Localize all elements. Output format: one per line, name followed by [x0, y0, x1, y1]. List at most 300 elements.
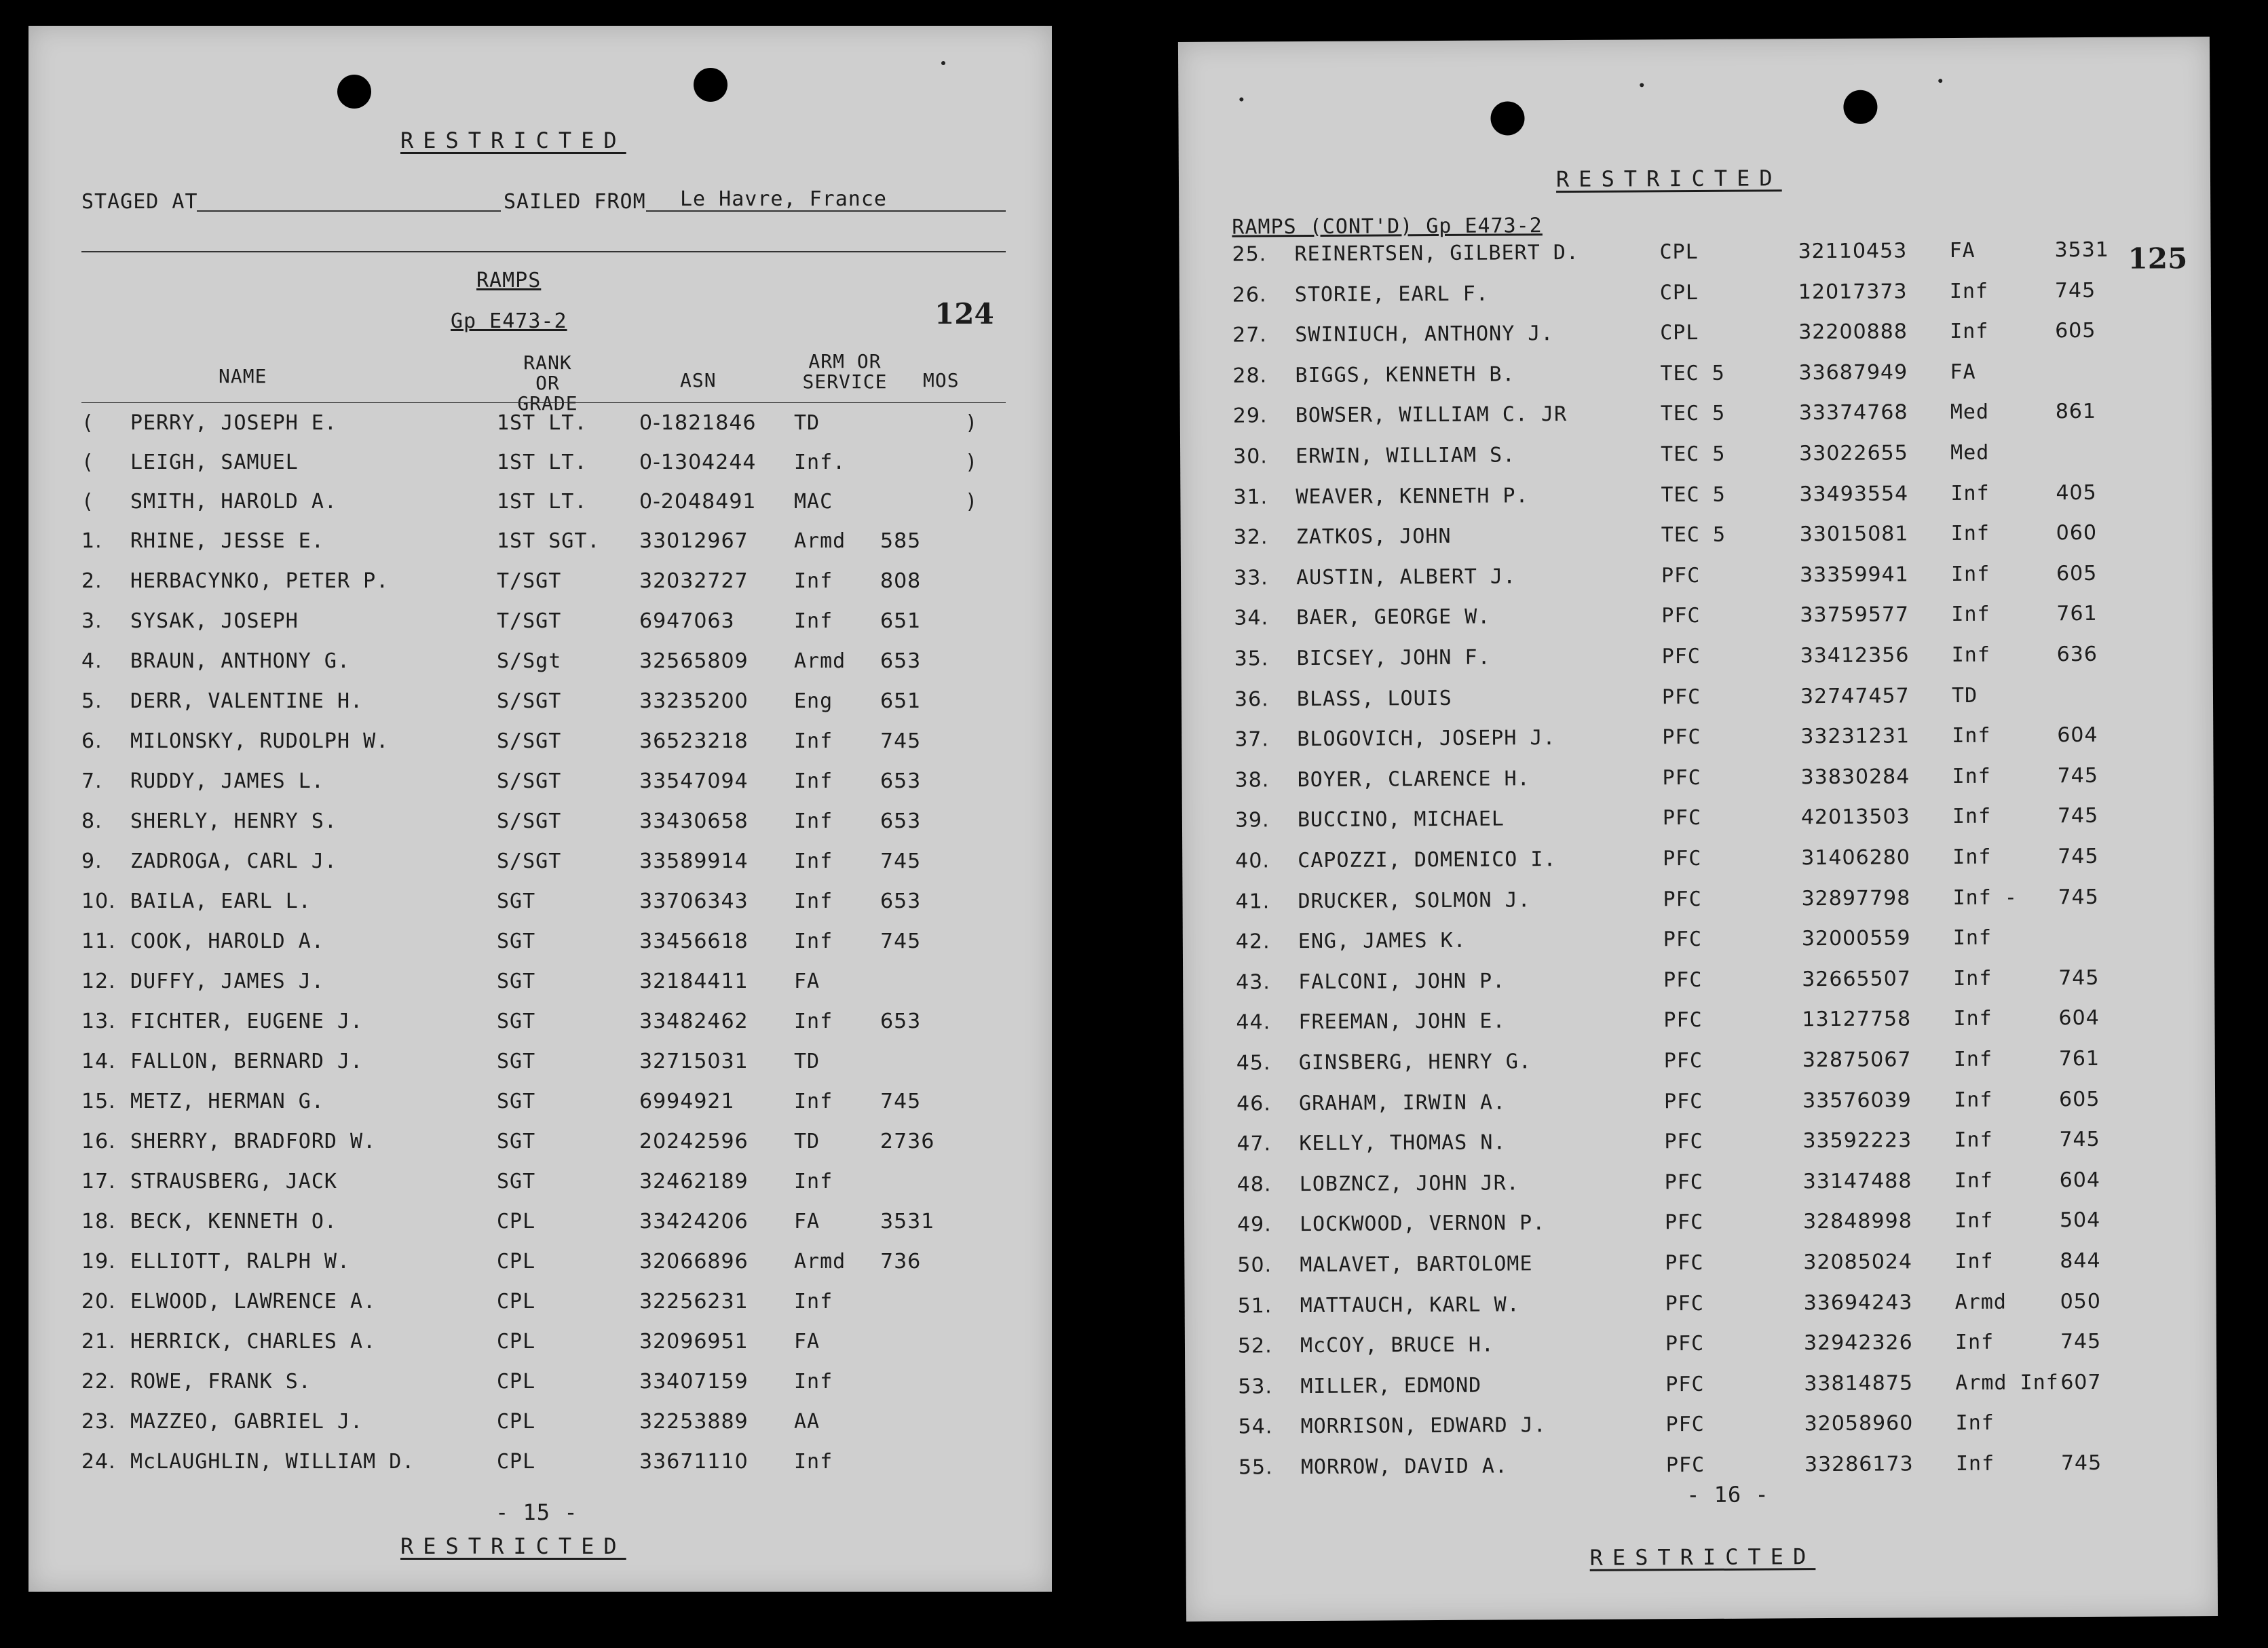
- asn-cell: 33456618: [639, 930, 749, 953]
- table-row: [29, 1090, 1052, 1119]
- arm-cell: Armd: [1954, 1290, 2007, 1314]
- name-cell: SHERRY, BRADFORD W.: [130, 1130, 377, 1153]
- rank-cell: CPL: [497, 1410, 536, 1434]
- arm-cell: Inf: [794, 1010, 833, 1033]
- table-row: [1182, 683, 2213, 718]
- row-number: 37.: [1234, 727, 1270, 752]
- row-number: 51.: [1237, 1293, 1272, 1318]
- mos-cell: 745: [2058, 844, 2099, 869]
- row-number: 42.: [1235, 930, 1270, 954]
- table-row: [1186, 1451, 2217, 1486]
- rank-cell: T/SGT: [497, 609, 562, 633]
- arm-cell: Med: [1950, 400, 1990, 425]
- row-number: 29.: [1232, 404, 1268, 428]
- staged-at-label: STAGED AT: [81, 190, 198, 214]
- group-label: Gp E473-2: [451, 309, 567, 333]
- rank-cell: PFC: [1663, 927, 1703, 952]
- name-cell: SWINIUCH, ANTHONY J.: [1295, 322, 1554, 347]
- speck: [1640, 83, 1644, 87]
- asn-cell: 6994921: [639, 1090, 735, 1113]
- table-row: [29, 609, 1052, 639]
- table-row: [1184, 1248, 2216, 1284]
- row-number: 52.: [1237, 1334, 1272, 1358]
- mos-cell: 060: [2056, 521, 2098, 545]
- name-cell: BECK, KENNETH O.: [130, 1210, 337, 1233]
- table-row: [1185, 1370, 2216, 1405]
- mos-cell: 585: [880, 529, 922, 553]
- rank-cell: PFC: [1662, 765, 1701, 790]
- mos-cell: 651: [880, 689, 922, 713]
- arm-cell: Inf: [1950, 481, 1990, 505]
- table-row: [1182, 803, 2214, 839]
- rank-cell: T/SGT: [497, 569, 562, 593]
- table-row: [29, 1370, 1052, 1400]
- mos-cell: 745: [2057, 804, 2099, 828]
- row-number: 17.: [81, 1170, 116, 1193]
- row-number: 26.: [1232, 282, 1267, 307]
- table-row: [1179, 359, 2211, 394]
- arm-cell: Med: [1950, 440, 1990, 465]
- arm-cell: Inf: [1954, 1249, 1994, 1274]
- arm-cell: Inf: [794, 1090, 833, 1113]
- row-number: 48.: [1236, 1172, 1272, 1197]
- asn-cell: 33015081: [1799, 522, 1909, 547]
- asn-cell: 32085024: [1803, 1250, 1913, 1275]
- footer-page-number: - 16 -: [1686, 1481, 1769, 1508]
- row-number: 30.: [1233, 444, 1268, 469]
- table-row: [1179, 318, 2211, 353]
- arm-cell: Inf: [1953, 966, 1992, 991]
- mos-cell: 745: [2054, 278, 2096, 303]
- row-number: 35.: [1234, 647, 1269, 671]
- asn-cell: 33493554: [1799, 481, 1909, 506]
- page-stamp: 124: [934, 297, 994, 330]
- name-cell: RHINE, JESSE E.: [130, 529, 324, 553]
- table-row: [29, 529, 1052, 559]
- sailed-from-label: SAILED FROM: [504, 190, 646, 214]
- table-row: [1184, 1046, 2215, 1081]
- table-row: [29, 1210, 1052, 1240]
- arm-cell: Inf: [1954, 1209, 1994, 1233]
- mos-cell: 653: [880, 769, 922, 793]
- row-number: 34.: [1234, 606, 1269, 630]
- arm-cell: Inf: [1952, 764, 1991, 788]
- arm-cell: Armd: [794, 649, 846, 673]
- mos-cell: 604: [2057, 723, 2098, 748]
- asn-cell: 32253889: [639, 1410, 749, 1434]
- arm-cell: Inf: [1950, 562, 1990, 586]
- row-number: 50.: [1237, 1253, 1272, 1278]
- row-number: 7.: [81, 769, 102, 793]
- arm-cell: Inf: [1949, 279, 1989, 303]
- table-row: [1179, 237, 2210, 273]
- arm-cell: Inf: [794, 769, 833, 793]
- table-row: [1182, 885, 2214, 920]
- rank-cell: SGT: [497, 1170, 536, 1193]
- mos-cell: 653: [880, 809, 922, 833]
- mos-cell: 607: [2060, 1370, 2102, 1395]
- asn-cell: 6947063: [639, 609, 735, 633]
- section-title: RAMPS: [476, 269, 542, 292]
- table-row: [29, 569, 1052, 599]
- mos-cell: 861: [2055, 400, 2097, 424]
- name-cell: MATTAUCH, KARL W.: [1300, 1292, 1520, 1318]
- row-number: 38.: [1234, 768, 1270, 792]
- asn-cell: 32875067: [1802, 1048, 1912, 1073]
- rank-cell: S/SGT: [497, 849, 562, 873]
- asn-cell: 33592223: [1802, 1128, 1912, 1153]
- rank-cell: PFC: [1661, 685, 1701, 709]
- name-cell: MILONSKY, RUDOLPH W.: [130, 729, 390, 753]
- rank-cell: PFC: [1665, 1332, 1705, 1356]
- asn-cell: 33814875: [1804, 1371, 1914, 1396]
- row-number: 43.: [1236, 970, 1270, 995]
- paren-close: ): [965, 451, 979, 474]
- rank-cell: CPL: [1659, 239, 1699, 265]
- arm-cell: Inf: [794, 1370, 833, 1394]
- mos-cell: 050: [2060, 1289, 2102, 1314]
- row-number: 27.: [1232, 323, 1267, 347]
- asn-cell: 33147488: [1802, 1169, 1912, 1193]
- arm-cell: FA: [1949, 238, 1976, 263]
- asn-cell: 36523218: [639, 729, 749, 753]
- asn-cell: 33694243: [1803, 1290, 1913, 1315]
- table-row: [29, 849, 1052, 879]
- asn-cell: 33374768: [1798, 400, 1908, 425]
- name-cell: ROWE, FRANK S.: [130, 1370, 311, 1394]
- arm-cell: Inf: [1952, 925, 1992, 951]
- asn-cell: 33231231: [1800, 724, 1910, 749]
- officer-row: [29, 451, 1052, 480]
- speck: [1239, 97, 1243, 101]
- asn-cell: 32184411: [639, 970, 749, 993]
- name-cell: PERRY, JOSEPH E.: [130, 411, 337, 435]
- asn-cell: 0-1304244: [639, 451, 757, 474]
- name-cell: GRAHAM, IRWIN A.: [1299, 1090, 1507, 1115]
- mos-cell: 808: [880, 569, 922, 593]
- table-row: [1183, 1005, 2214, 1041]
- asn-cell: 32747457: [1800, 683, 1910, 708]
- rank-cell: TEC 5: [1661, 482, 1726, 507]
- name-cell: DRUCKER, SOLMON J.: [1298, 887, 1531, 913]
- table-row: [29, 689, 1052, 719]
- asn-cell: 33589914: [639, 849, 749, 873]
- footer-restricted: RESTRICTED: [400, 1533, 626, 1559]
- rank-cell: TEC 5: [1661, 522, 1726, 548]
- arm-cell: Inf: [794, 1290, 833, 1314]
- name-cell: SMITH, HAROLD A.: [130, 490, 337, 514]
- rank-cell: SGT: [497, 1130, 536, 1153]
- asn-cell: 32462189: [639, 1170, 749, 1193]
- table-row: [29, 1170, 1052, 1200]
- punch-hole: [1843, 90, 1877, 124]
- mos-cell: 604: [2059, 1168, 2101, 1193]
- mos-cell: 745: [880, 930, 922, 953]
- asn-cell: 32066896: [639, 1250, 749, 1273]
- mos-cell: 653: [880, 1010, 922, 1033]
- name-cell: McLAUGHLIN, WILLIAM D.: [130, 1450, 415, 1474]
- name-cell: ELLIOTT, RALPH W.: [130, 1250, 351, 1273]
- arm-cell: TD: [794, 1050, 820, 1073]
- asn-cell: 32848998: [1802, 1209, 1912, 1234]
- punch-hole: [1490, 101, 1524, 135]
- row-number: 44.: [1236, 1010, 1271, 1035]
- rank-cell: PFC: [1661, 563, 1701, 588]
- asn-cell: 0-1821846: [639, 411, 757, 435]
- table-row: [1184, 1127, 2215, 1162]
- row-number: 45.: [1236, 1051, 1271, 1075]
- name-cell: LOCKWOOD, VERNON P.: [1299, 1211, 1546, 1237]
- row-number: 22.: [81, 1370, 116, 1394]
- header-restricted: RESTRICTED: [1555, 165, 1782, 193]
- name-cell: FICHTER, EUGENE J.: [130, 1010, 364, 1033]
- header-restricted: RESTRICTED: [400, 128, 626, 153]
- asn-cell: 33482462: [639, 1010, 749, 1033]
- arm-cell: Inf: [1952, 845, 1992, 870]
- mos-cell: 504: [2059, 1208, 2101, 1233]
- table-row: [29, 1250, 1052, 1280]
- rank-cell: CPL: [1659, 280, 1699, 305]
- paren-open: (: [81, 451, 95, 474]
- asn-cell: 32942326: [1803, 1330, 1913, 1356]
- table-row: [1181, 520, 2212, 556]
- arm-cell: Eng: [794, 689, 833, 713]
- row-number: 28.: [1232, 364, 1268, 388]
- row-number: 23.: [81, 1410, 116, 1434]
- asn-cell: 32200888: [1798, 320, 1908, 345]
- table-row: [29, 1010, 1052, 1039]
- table-row: [1181, 601, 2212, 636]
- row-number: 18.: [81, 1210, 116, 1233]
- row-number: 15.: [81, 1090, 116, 1113]
- col-rank-header: RANK OR GRADE: [517, 351, 578, 415]
- paren-close: ): [965, 411, 979, 435]
- arm-cell: Inf: [794, 729, 833, 753]
- arm-cell: Inf: [1954, 1128, 1993, 1153]
- name-cell: SYSAK, JOSEPH: [130, 609, 299, 633]
- name-cell: STORIE, EARL F.: [1294, 282, 1489, 307]
- arm-cell: AA: [794, 1410, 820, 1434]
- mos-cell: 3531: [2054, 237, 2109, 263]
- row-number: 14.: [81, 1050, 116, 1073]
- row-number: 47.: [1236, 1132, 1272, 1156]
- rank-cell: PFC: [1662, 806, 1702, 830]
- asn-cell: 42013503: [1800, 805, 1910, 830]
- name-cell: FALLON, BERNARD J.: [130, 1050, 364, 1073]
- rank-cell: SGT: [497, 1010, 536, 1033]
- arm-cell: FA: [794, 1210, 820, 1233]
- col-asn-header: ASN: [680, 369, 717, 391]
- name-cell: RUDDY, JAMES L.: [130, 769, 324, 793]
- asn-cell: 0-2048491: [639, 490, 757, 514]
- rank-cell: PFC: [1665, 1413, 1705, 1437]
- asn-cell: 32715031: [639, 1050, 749, 1073]
- row-number: 46.: [1236, 1091, 1271, 1116]
- row-number: 49.: [1236, 1212, 1272, 1237]
- arm-cell: Inf: [1954, 1168, 1993, 1193]
- asn-cell: 32000559: [1801, 926, 1911, 951]
- name-cell: WEAVER, KENNETH P.: [1296, 483, 1529, 509]
- name-cell: STRAUSBERG, JACK: [130, 1170, 337, 1193]
- table-row: [29, 649, 1052, 679]
- name-cell: BLASS, LOUIS: [1296, 686, 1452, 711]
- asn-cell: 13127758: [1802, 1007, 1912, 1032]
- rank-cell: PFC: [1665, 1250, 1704, 1276]
- arm-cell: Inf: [1954, 1330, 1995, 1355]
- name-cell: ENG, JAMES K.: [1298, 928, 1467, 954]
- name-cell: BOWSER, WILLIAM C. JR: [1295, 402, 1568, 428]
- arm-cell: Inf: [1952, 805, 1992, 829]
- name-cell: SHERLY, HENRY S.: [130, 809, 337, 833]
- asn-cell: 33424206: [639, 1210, 749, 1233]
- mos-cell: 745: [2058, 885, 2099, 909]
- table-row: [29, 1050, 1052, 1079]
- name-cell: DUFFY, JAMES J.: [130, 970, 324, 993]
- asn-cell: 20242596: [639, 1130, 749, 1153]
- asn-cell: 32256231: [639, 1290, 749, 1314]
- table-row: [29, 809, 1052, 839]
- rank-cell: S/SGT: [497, 769, 562, 793]
- rank-cell: 1ST LT.: [497, 490, 588, 514]
- arm-cell: Inf: [794, 609, 833, 633]
- staged-at-blank: [197, 210, 501, 212]
- arm-cell: Inf: [1955, 1411, 1995, 1436]
- officer-row: [29, 411, 1052, 441]
- table-row: [29, 970, 1052, 999]
- asn-cell: 32058960: [1804, 1411, 1914, 1436]
- mos-cell: 605: [2056, 561, 2098, 586]
- name-cell: HERBACYNKO, PETER P.: [130, 569, 390, 593]
- rank-cell: CPL: [497, 1290, 536, 1314]
- table-row: [1180, 399, 2212, 434]
- asn-cell: 33286173: [1804, 1452, 1914, 1477]
- name-cell: MILLER, EDMOND: [1300, 1373, 1482, 1398]
- mos-cell: 605: [2055, 319, 2096, 343]
- name-cell: BLOGOVICH, JOSEPH J.: [1297, 726, 1556, 752]
- rank-cell: PFC: [1661, 604, 1701, 628]
- table-row: [29, 1450, 1052, 1480]
- arm-cell: Inf: [1953, 1007, 1992, 1031]
- rank-cell: CPL: [497, 1210, 536, 1233]
- name-cell: COOK, HAROLD A.: [130, 930, 324, 953]
- arm-cell: FA: [794, 970, 820, 993]
- rank-cell: CPL: [1660, 321, 1699, 345]
- arm-cell: Inf: [794, 930, 833, 953]
- rank-cell: PFC: [1663, 1048, 1703, 1073]
- table-row: [29, 769, 1052, 799]
- name-cell: BUCCINO, MICHAEL: [1297, 807, 1505, 832]
- row-number: 12.: [81, 970, 116, 993]
- row-number: 31.: [1233, 484, 1268, 510]
- table-row: [29, 1410, 1052, 1440]
- asn-cell: 33759577: [1800, 602, 1910, 628]
- name-cell: BIGGS, KENNETH B.: [1295, 362, 1515, 387]
- arm-cell: MAC: [794, 490, 833, 514]
- row-number: 53.: [1238, 1375, 1273, 1399]
- rank-cell: SGT: [497, 930, 536, 953]
- asn-cell: 33430658: [639, 809, 749, 833]
- table-row: [1182, 723, 2213, 758]
- table-row: [1182, 844, 2214, 879]
- rank-cell: CPL: [497, 1450, 536, 1474]
- rank-cell: TEC 5: [1661, 442, 1726, 467]
- row-number: 41.: [1235, 889, 1270, 914]
- asn-cell: 33576039: [1802, 1088, 1912, 1113]
- name-cell: LOBZNCZ, JOHN JR.: [1299, 1171, 1519, 1196]
- row-number: 20.: [81, 1290, 116, 1314]
- arm-cell: FA: [1950, 360, 1976, 384]
- asn-cell: 33407159: [639, 1370, 749, 1394]
- table-row: [29, 1330, 1052, 1360]
- footer-page-number: - 15 -: [495, 1499, 578, 1525]
- arm-cell: Inf.: [794, 451, 846, 474]
- name-cell: FALCONI, JOHN P.: [1298, 969, 1506, 994]
- name-cell: HERRICK, CHARLES A.: [130, 1330, 377, 1354]
- row-number: 13.: [81, 1010, 116, 1033]
- asn-cell: 12017373: [1798, 279, 1908, 304]
- rank-cell: S/SGT: [497, 809, 562, 833]
- mos-cell: 745: [880, 729, 922, 753]
- mos-cell: 745: [2060, 1451, 2102, 1476]
- asn-cell: 33830284: [1800, 765, 1910, 790]
- rank-cell: PFC: [1665, 1372, 1705, 1397]
- name-cell: MAZZEO, GABRIEL J.: [130, 1410, 364, 1434]
- asn-cell: 33412356: [1800, 643, 1910, 668]
- punch-hole: [337, 75, 371, 109]
- mos-cell: 651: [880, 609, 922, 633]
- arm-cell: Inf: [794, 809, 833, 833]
- arm-cell: TD: [794, 411, 820, 435]
- arm-cell: Armd: [794, 529, 846, 553]
- rank-cell: S/SGT: [497, 689, 562, 713]
- col-name-header: NAME: [219, 365, 267, 387]
- rank-cell: PFC: [1665, 1291, 1704, 1316]
- asn-cell: 32565809: [639, 649, 749, 673]
- page-stamp: 125: [2128, 242, 2188, 275]
- arm-cell: TD: [1951, 683, 1978, 708]
- mos-cell: 2736: [880, 1130, 935, 1153]
- asn-cell: 33706343: [639, 889, 749, 913]
- name-cell: ELWOOD, LAWRENCE A.: [130, 1290, 377, 1314]
- name-cell: FREEMAN, JOHN E.: [1298, 1009, 1506, 1035]
- officer-row: [29, 490, 1052, 520]
- speck: [1938, 79, 1942, 83]
- rank-cell: TEC 5: [1660, 361, 1725, 386]
- name-cell: LEIGH, SAMUEL: [130, 451, 299, 474]
- arm-cell: Inf: [1950, 319, 1989, 344]
- arm-cell: Inf: [1952, 723, 1991, 748]
- left-page: [29, 26, 1052, 1592]
- arm-cell: Inf: [794, 849, 833, 873]
- table-row: [1184, 1168, 2216, 1203]
- footer-restricted: RESTRICTED: [1589, 1544, 1816, 1571]
- mos-cell: 653: [880, 889, 922, 913]
- row-number: 2.: [81, 569, 102, 593]
- rank-cell: CPL: [497, 1370, 536, 1394]
- mos-cell: 745: [2058, 965, 2100, 991]
- header-rule: [81, 251, 1006, 252]
- name-cell: DERR, VALENTINE H.: [130, 689, 364, 713]
- punch-hole: [694, 68, 727, 102]
- asn-cell: 31406280: [1801, 845, 1911, 870]
- col-arm-header: ARM OR SERVICE: [802, 350, 888, 393]
- arm-cell: TD: [794, 1130, 820, 1153]
- table-row: [1185, 1289, 2216, 1324]
- mos-cell: 653: [880, 649, 922, 673]
- row-number: 10.: [81, 889, 116, 913]
- table-row: [29, 1290, 1052, 1320]
- mos-cell: 605: [2059, 1087, 2100, 1111]
